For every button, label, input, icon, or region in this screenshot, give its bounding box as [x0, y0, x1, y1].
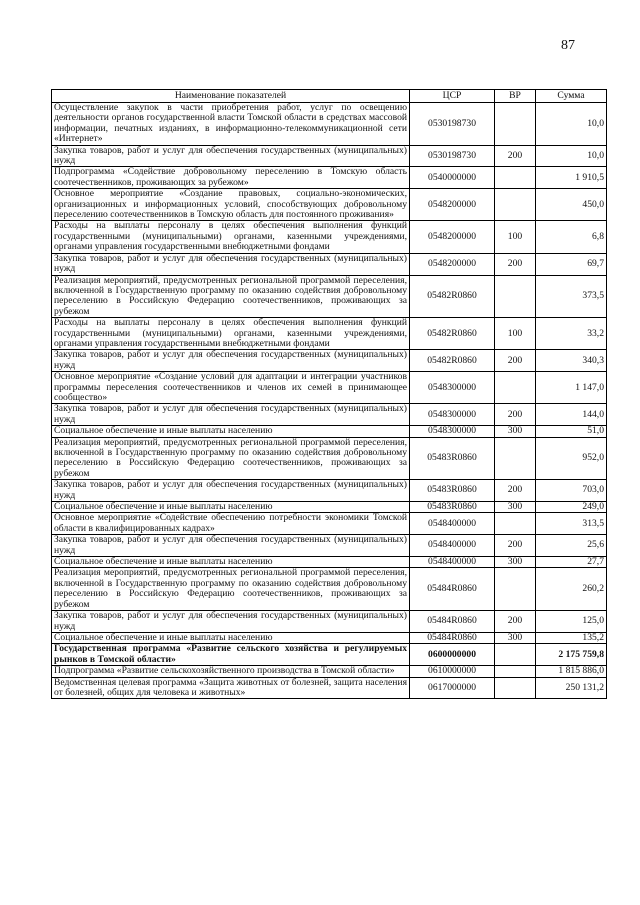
cell-vr: 200: [495, 350, 536, 372]
cell-vr: 100: [495, 318, 536, 350]
table-row: [52, 404, 607, 426]
cell-csr: 0610000000: [410, 666, 495, 677]
table-body: [52, 103, 607, 699]
cell-vr: 300: [495, 426, 536, 437]
cell-vr: [495, 167, 536, 189]
cell-name: Основное мероприятие «Создание условий для адаптации и интеграции участников программы переселения соотечественников и членов их семей в принимающее сообщество»: [52, 372, 410, 404]
cell-name: Осуществление закупок в части приобретения работ, услуг по освещению деятельности органов государственной власти Томской области в средствах массовой информации, печатных изданиях, в информационно-телекоммуникационной сети «Интернет»: [52, 103, 410, 146]
cell-sum: 10,0: [536, 103, 607, 146]
cell-csr: 0540000000: [410, 167, 495, 189]
table-row: [52, 189, 607, 221]
cell-sum: 313,5: [536, 513, 607, 535]
cell-vr: 200: [495, 145, 536, 167]
cell-vr: [495, 513, 536, 535]
cell-sum: 1 910,5: [536, 167, 607, 189]
cell-name: Закупка товаров, работ и услуг для обеспечения государственных (муниципальных) нужд: [52, 611, 410, 633]
table-row: [52, 103, 607, 146]
table-row: [52, 677, 607, 699]
cell-sum: 27,7: [536, 557, 607, 568]
table-row: [52, 167, 607, 189]
cell-name: Социальное обеспечение и иные выплаты населению: [52, 502, 410, 513]
cell-csr: 0530198730: [410, 103, 495, 146]
cell-vr: [495, 103, 536, 146]
cell-vr: [495, 677, 536, 699]
cell-csr: 0548300000: [410, 372, 495, 404]
cell-sum: 260,2: [536, 568, 607, 611]
cell-sum: 703,0: [536, 480, 607, 502]
cell-sum: 952,0: [536, 437, 607, 480]
table-row: [52, 372, 607, 404]
cell-vr: [495, 372, 536, 404]
cell-sum: 450,0: [536, 189, 607, 221]
cell-csr: 0548400000: [410, 557, 495, 568]
budget-table: [51, 89, 607, 699]
cell-name: Закупка товаров, работ и услуг для обеспечения государственных (муниципальных) нужд: [52, 350, 410, 372]
cell-sum: 6,8: [536, 221, 607, 253]
header-csr: ЦСР: [410, 90, 495, 103]
table-row: [52, 426, 607, 437]
cell-name: Подпрограмма «Содействие добровольному переселению в Томскую область соотечественников, проживающих за рубежом»: [52, 167, 410, 189]
cell-csr: 0548200000: [410, 189, 495, 221]
table-row: [52, 275, 607, 318]
table-header-row: [52, 90, 607, 103]
cell-name: Социальное обеспечение и иные выплаты населению: [52, 557, 410, 568]
cell-csr: 0548400000: [410, 535, 495, 557]
cell-name: Основное мероприятие «Создание правовых, социально-экономических, организационных и информационных условий, способствующих добровольному переселению соотечественников в Томскую область для постоянного проживания»: [52, 189, 410, 221]
cell-csr: 0617000000: [410, 677, 495, 699]
cell-sum: 144,0: [536, 404, 607, 426]
cell-name: Социальное обеспечение и иные выплаты населению: [52, 632, 410, 643]
cell-vr: 300: [495, 632, 536, 643]
cell-name: Закупка товаров, работ и услуг для обеспечения государственных (муниципальных) нужд: [52, 480, 410, 502]
table-row: [52, 437, 607, 480]
table-row: [52, 253, 607, 275]
table-row: [52, 535, 607, 557]
cell-sum: 33,2: [536, 318, 607, 350]
cell-vr: 200: [495, 480, 536, 502]
cell-sum: 2 175 759,8: [536, 644, 607, 666]
cell-csr: 05482R0860: [410, 350, 495, 372]
cell-sum: 1 815 886,0: [536, 666, 607, 677]
table-row: [52, 632, 607, 643]
cell-name: Реализация мероприятий, предусмотренных региональной программой переселения, включенной в Государственную программу по оказанию содействия добровольному переселению в Российскую Федерацию соотечественников, проживающих за рубежом: [52, 437, 410, 480]
table-row: [52, 513, 607, 535]
cell-name: Расходы на выплаты персоналу в целях обеспечения выполнения функций государственными (муниципальными) органами, казенными учреждениями, органами управления государственными внебюджетными фондами: [52, 318, 410, 350]
cell-sum: 25,6: [536, 535, 607, 557]
cell-csr: 0548400000: [410, 513, 495, 535]
cell-csr: 0530198730: [410, 145, 495, 167]
table-row: [52, 145, 607, 167]
header-name: Наименование показателей: [52, 90, 410, 103]
cell-sum: 125,0: [536, 611, 607, 633]
cell-name: Реализация мероприятий, предусмотренных региональной программой переселения, включенной в Государственную программу по оказанию содействия добровольному переселению в Российскую Федерацию соотечественников, проживающих за рубежом: [52, 275, 410, 318]
cell-sum: 250 131,2: [536, 677, 607, 699]
cell-vr: 300: [495, 557, 536, 568]
cell-csr: 05482R0860: [410, 275, 495, 318]
cell-name: Подпрограмма «Развитие сельскохозяйственного производства в Томской области»: [52, 666, 410, 677]
cell-name: Закупка товаров, работ и услуг для обеспечения государственных (муниципальных) нужд: [52, 404, 410, 426]
cell-csr: 05484R0860: [410, 611, 495, 633]
cell-vr: [495, 644, 536, 666]
cell-vr: [495, 437, 536, 480]
cell-csr: 0548300000: [410, 426, 495, 437]
cell-sum: 249,0: [536, 502, 607, 513]
cell-vr: 200: [495, 611, 536, 633]
cell-csr: 05483R0860: [410, 502, 495, 513]
cell-vr: 200: [495, 404, 536, 426]
cell-csr: 05483R0860: [410, 437, 495, 480]
cell-csr: 0548300000: [410, 404, 495, 426]
cell-sum: 1 147,0: [536, 372, 607, 404]
table-row: [52, 666, 607, 677]
cell-vr: [495, 666, 536, 677]
cell-name: Закупка товаров, работ и услуг для обеспечения государственных (муниципальных) нужд: [52, 535, 410, 557]
cell-name: Социальное обеспечение и иные выплаты населению: [52, 426, 410, 437]
table-row: [52, 557, 607, 568]
cell-csr: 0548200000: [410, 221, 495, 253]
cell-name: Государственная программа «Развитие сельского хозяйства и регулируемых рынков в Томской области»: [52, 644, 410, 666]
cell-sum: 340,3: [536, 350, 607, 372]
cell-sum: 373,5: [536, 275, 607, 318]
cell-csr: 05484R0860: [410, 632, 495, 643]
cell-name: Основное мероприятие «Содействие обеспечению потребности экономики Томской области в квалифицированных кадрах»: [52, 513, 410, 535]
cell-name: Закупка товаров, работ и услуг для обеспечения государственных (муниципальных) нужд: [52, 253, 410, 275]
cell-sum: 135,2: [536, 632, 607, 643]
table-row: [52, 318, 607, 350]
header-sum: Сумма: [536, 90, 607, 103]
cell-vr: 300: [495, 502, 536, 513]
table-row: [52, 480, 607, 502]
table-row: [52, 568, 607, 611]
cell-name: Ведомственная целевая программа «Защита животных от болезней, защита населения от болезней, общих для человека и животных»: [52, 677, 410, 699]
cell-vr: [495, 275, 536, 318]
cell-name: Реализация мероприятий, предусмотренных региональной программой переселения, включенной в Государственную программу по оказанию содействия добровольному переселению в Российскую Федерацию соотечественников, проживающих за рубежом: [52, 568, 410, 611]
page-number: 87: [561, 38, 575, 53]
table-row: [52, 644, 607, 666]
cell-sum: 69,7: [536, 253, 607, 275]
cell-sum: 51,0: [536, 426, 607, 437]
cell-csr: 05482R0860: [410, 318, 495, 350]
cell-csr: 05483R0860: [410, 480, 495, 502]
table-row: [52, 221, 607, 253]
cell-vr: 100: [495, 221, 536, 253]
cell-name: Расходы на выплаты персоналу в целях обеспечения выполнения функций государственными (муниципальными) органами, казенными учреждениями, органами управления государственными внебюджетными фондами: [52, 221, 410, 253]
table-row: [52, 611, 607, 633]
header-vr: ВР: [495, 90, 536, 103]
table-row: [52, 502, 607, 513]
cell-vr: [495, 568, 536, 611]
cell-vr: [495, 189, 536, 221]
cell-sum: 10,0: [536, 145, 607, 167]
table-row: [52, 350, 607, 372]
cell-csr: 05484R0860: [410, 568, 495, 611]
cell-name: Закупка товаров, работ и услуг для обеспечения государственных (муниципальных) нужд: [52, 145, 410, 167]
cell-vr: 200: [495, 253, 536, 275]
cell-csr: 0548200000: [410, 253, 495, 275]
cell-csr: 0600000000: [410, 644, 495, 666]
cell-vr: 200: [495, 535, 536, 557]
